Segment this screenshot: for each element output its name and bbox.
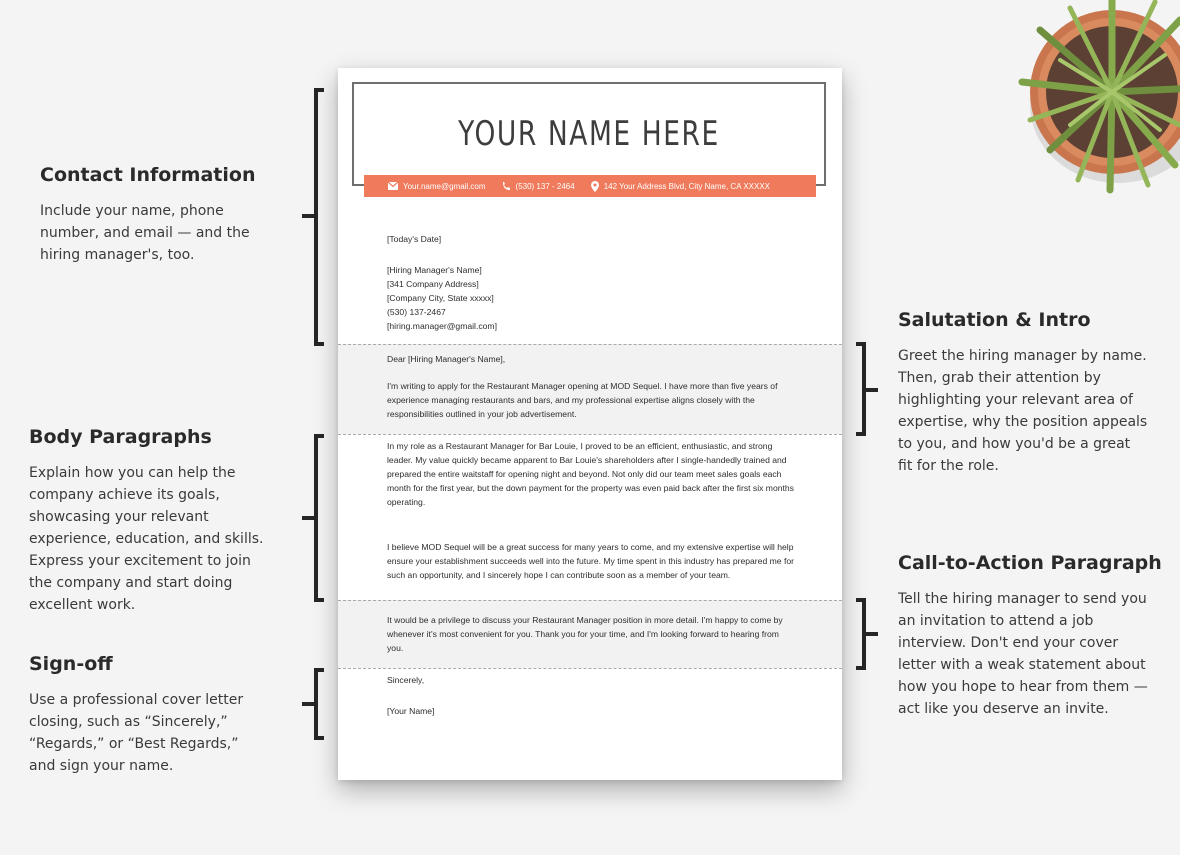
sign-off-bracket: [314, 668, 324, 740]
body-paragraphs-description: Explain how you can help the company achieve its goals, showcasing your relevant experience, education, and skills. Express your excitement to join the company and start doing excellent work.: [29, 465, 264, 613]
recipient-line: [Company City, State xxxxx]: [387, 293, 494, 303]
section-divider: [338, 668, 842, 669]
contact-bar: [364, 175, 816, 197]
recipient-line: [Hiring Manager's Name]: [387, 265, 482, 275]
name-header-box: [352, 82, 826, 186]
contact-address-text: 142 Your Address Blvd, City Name, CA XXXXX: [603, 181, 770, 191]
sign-off-description: Use a professional cover letter closing, such as “Sincerely,” “Regards,” or “Best Regards,” and sign your name.: [29, 692, 244, 774]
salutation: Dear [Hiring Manager's Name],: [387, 354, 506, 364]
signature: [Your Name]: [387, 706, 435, 716]
contact-phone: [502, 181, 575, 191]
sign-off-title: Sign-off: [29, 653, 113, 675]
contact-info-title: Contact Information: [40, 164, 256, 186]
sign-off-bracket-tick: [302, 702, 314, 706]
recipient-line: [hiring.manager@gmail.com]: [387, 321, 497, 331]
recipient-line: [341 Company Address]: [387, 279, 479, 289]
body-paragraph-1: In my role as a Restaurant Manager for Bar Louie, I proved to be an efficient, enthusiastic, and strong leader. My value quickly became apparent to Bar Louie's shareholders after I single-handedly trained and prepared the entire waitstaff for opening night and beyond. Not only did our team meet sales goals each month for the first year, but the down payment for the property was even paid back after the first six months operating.: [387, 441, 794, 507]
intro-paragraph: I'm writing to apply for the Restaurant Manager opening at MOD Sequel. I have more than five years of experience managing restaurants and bars, and my professional expertise aligns closely with the responsibilities outlined in your job advertisement.: [387, 381, 778, 419]
applicant-name: YOUR NAME HERE: [458, 114, 720, 154]
location-pin-icon: [591, 181, 599, 192]
contact-phone-text: (530) 137 - 2464: [515, 181, 575, 191]
section-divider: [338, 344, 842, 345]
contact-bracket: [314, 88, 324, 346]
envelope-icon: [388, 182, 398, 190]
contact-info-description: Include your name, phone number, and email — and the hiring manager's, too.: [40, 203, 250, 263]
cover-letter-page: [338, 68, 842, 780]
contact-email: [388, 182, 486, 191]
recipient-block: [387, 263, 797, 333]
phone-icon: [502, 181, 511, 191]
call-to-action-description: Tell the hiring manager to send you an invitation to attend a job interview. Don't end your cover letter with a weak statement about how you hope to hear from them — act like you deserve an invite.: [898, 591, 1148, 717]
letter-date: [Today's Date]: [387, 234, 442, 244]
contact-bracket-tick: [302, 214, 314, 218]
closing: Sincerely,: [387, 675, 425, 685]
salutation-bracket-tick: [866, 388, 878, 392]
plant-decoration: [1000, 0, 1180, 200]
cta-bracket-tick: [866, 632, 878, 636]
body-bracket: [314, 434, 324, 602]
contact-address: [591, 181, 770, 192]
body-bracket-tick: [302, 516, 314, 520]
call-to-action-paragraph: It would be a privilege to discuss your Restaurant Manager position in more detail. I'm happy to come by whenever it's most convenient for you. Thank you for your time, and I'm looking forward to hearing from you.: [387, 615, 783, 653]
section-divider: [338, 434, 842, 435]
contact-email-text: Your.name@gmail.com: [403, 181, 486, 191]
recipient-line: (530) 137-2467: [387, 307, 446, 317]
salutation-bracket: [856, 342, 866, 436]
salutation-intro-description: Greet the hiring manager by name. Then, grab their attention by highlighting your relevant area of expertise, why the position appeals to you, and how you'd be a great fit for the role.: [898, 348, 1148, 474]
call-to-action-title: Call-to-Action Paragraph: [898, 552, 1162, 574]
body-paragraph-2: I believe MOD Sequel will be a great success for many years to come, and my extensive expertise will help ensure your establishment succeeds well into the future. My time spent in this industry has prepared me for such an opportunity, and I sincerely hope I can contribute soon as a member of your team.: [387, 542, 794, 580]
body-paragraphs-title: Body Paragraphs: [29, 426, 212, 448]
section-divider: [338, 600, 842, 601]
cta-bracket: [856, 598, 866, 670]
salutation-intro-title: Salutation & Intro: [898, 309, 1091, 331]
